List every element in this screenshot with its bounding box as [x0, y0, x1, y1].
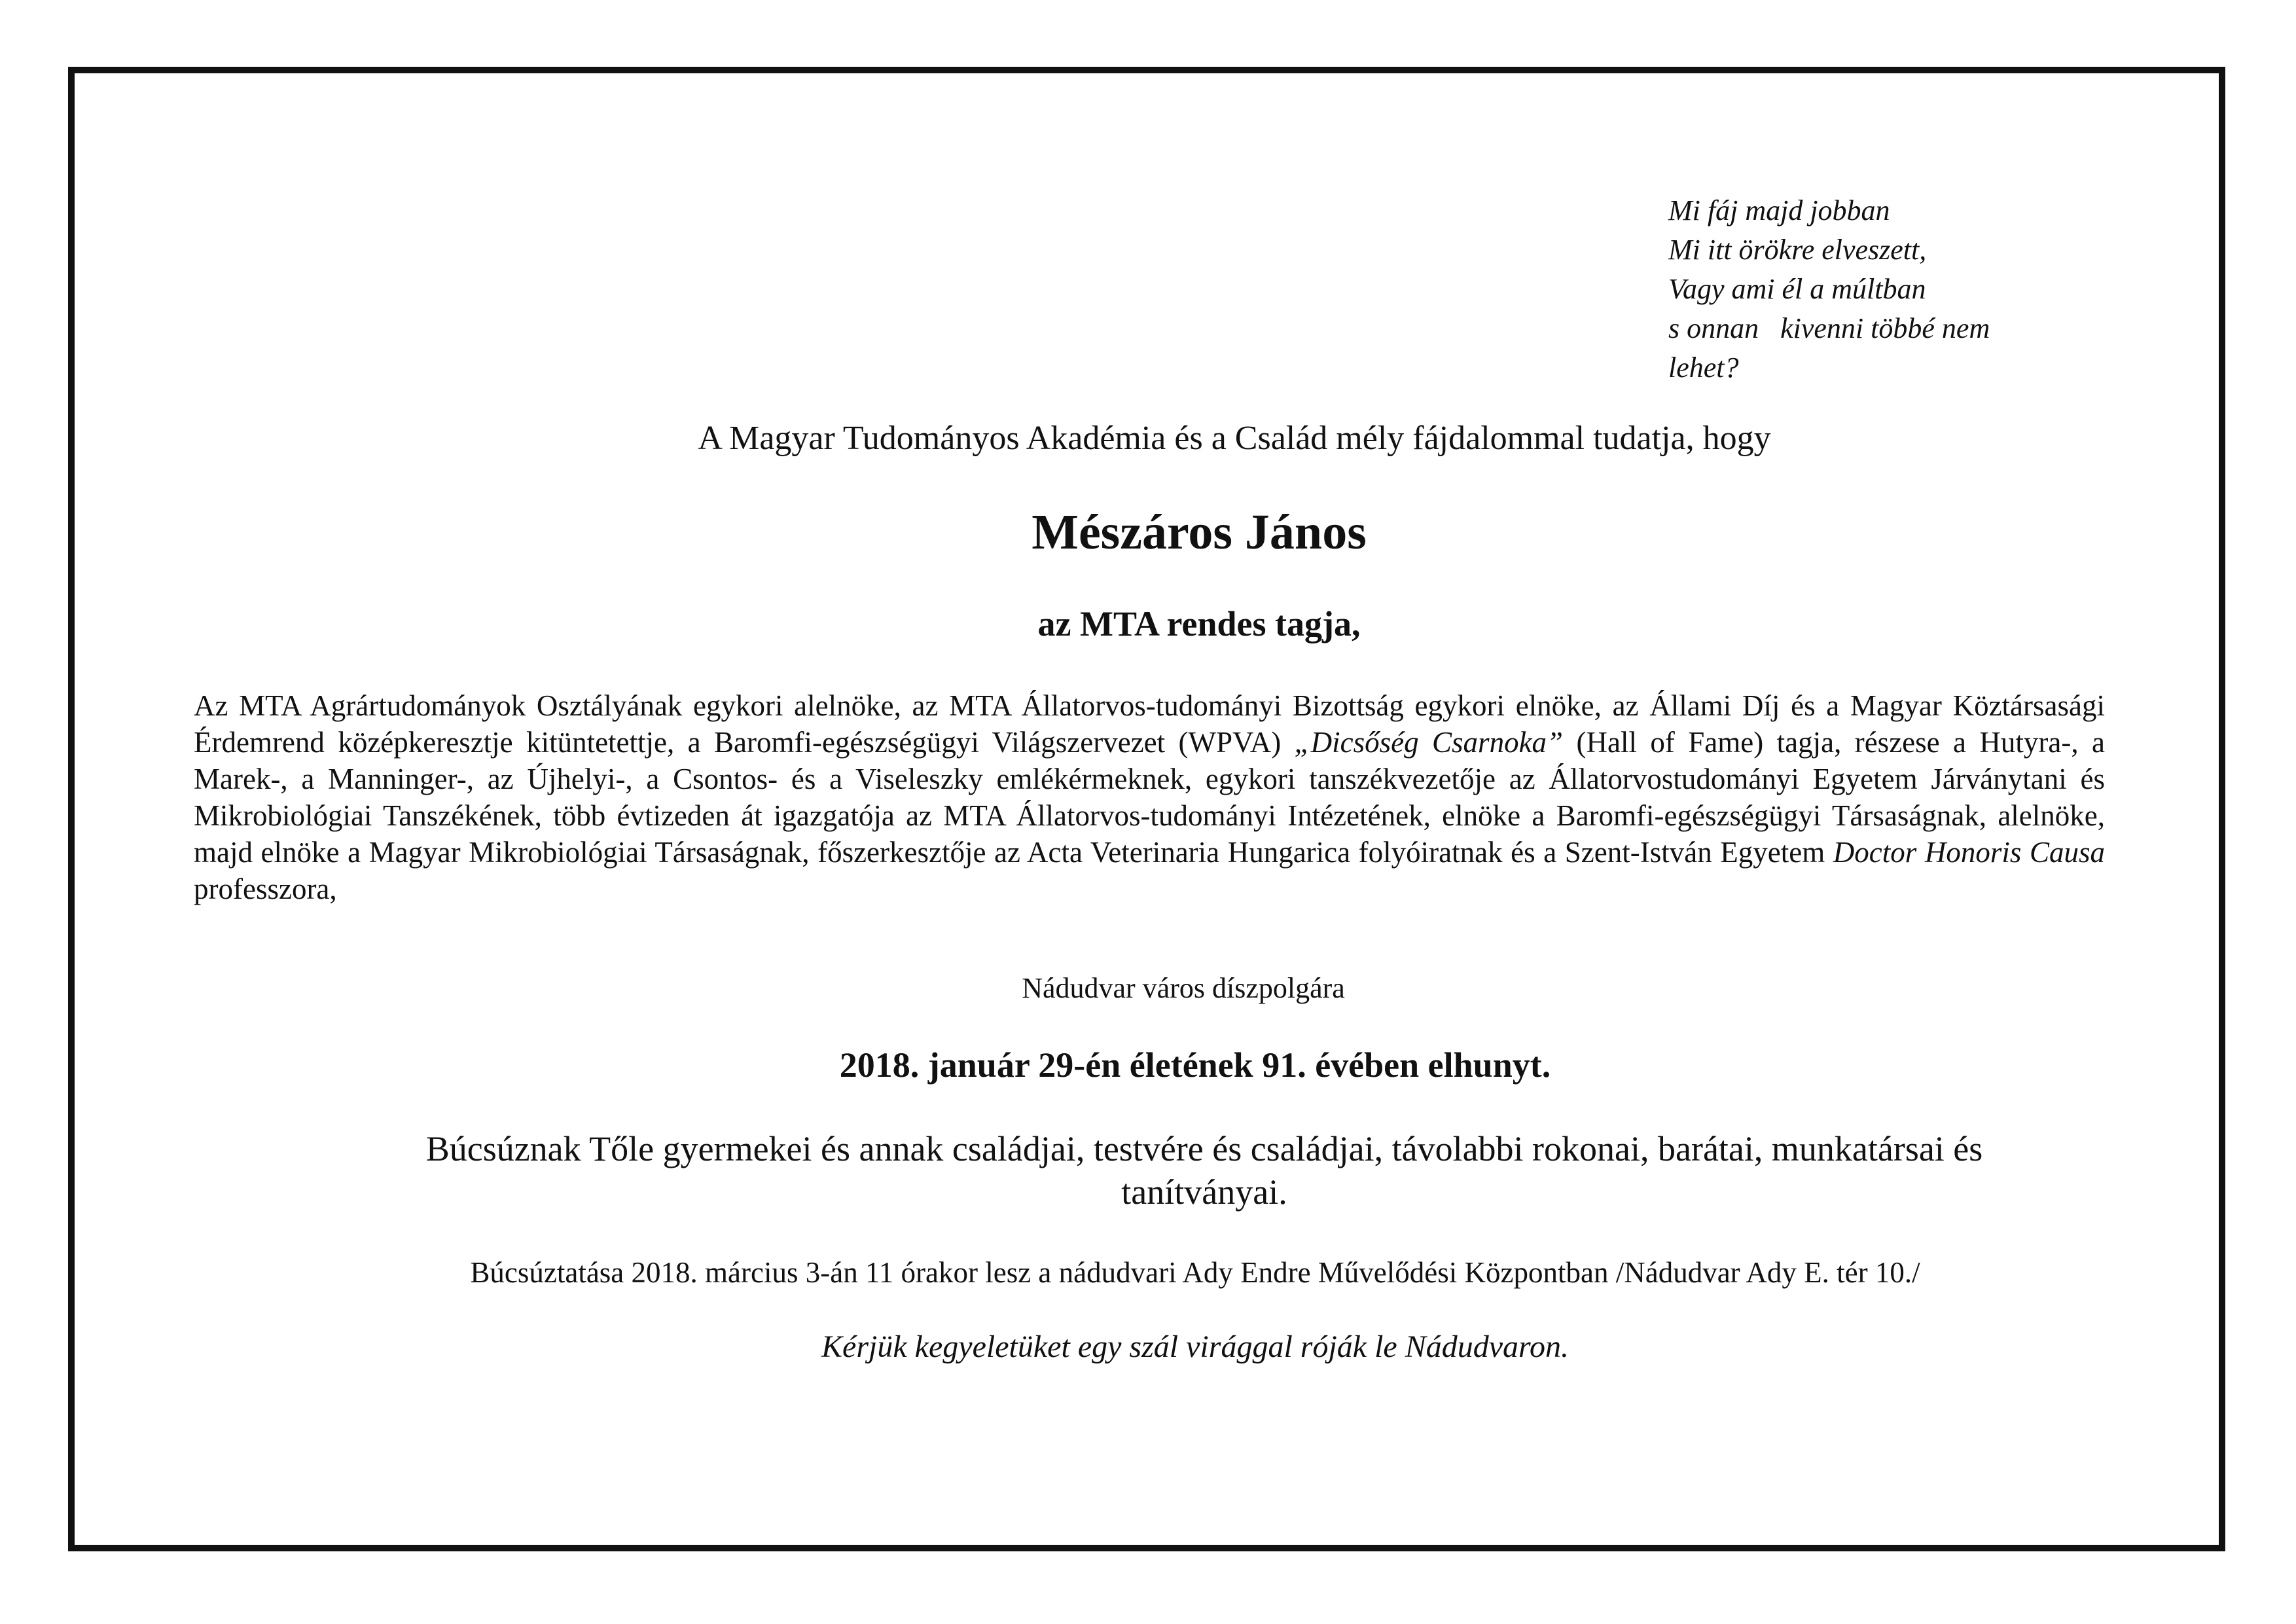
deceased-name: Mészáros János [1031, 505, 1367, 560]
honorary-citizen-line: Nádudvar város díszpolgára [1022, 972, 1345, 1004]
honorary-degree-title: Doctor Honoris Causa [1833, 836, 2105, 869]
poem-line: lehet? [1668, 352, 1739, 384]
biography-text: professzora, [194, 873, 337, 905]
ceremony-details: Búcsúztatása 2018. március 3-án 11 órakor lesz a nádudvari Ady Endre Művelődési Központban /Nádudvar Ady E. tér 10./ [470, 1256, 1920, 1289]
poem-line: Vagy ami él a múltban [1668, 273, 1926, 305]
farewell-text: Búcsúznak Tőle gyermekei és annak családjai, testvére és családjai, távolabbi rokonai, barátai, munkatársai és tanítványai. [425, 1129, 1983, 1212]
death-notice: 2018. január 29-én életének 91. évében elhunyt. [839, 1045, 1551, 1085]
poem-line: Mi fáj majd jobban [1668, 194, 1890, 226]
biography-text: (Hall of Fame) tagja, részese a Hutyra-, a Marek-, a Manninger-, az Újhelyi-, a Csontos- és a Viseleszky emlékérmeknek, egykori tanszékvezetője az Állatorvostudományi Egyetem Járványtani és Mikrobiológiai Tanszékének, több évtizeden át igazgatója az MTA Állatorvos-tudományi Intézetének, elnöke a Baromfi-egészségügyi Társaságnak, alelnöke, majd elnöke a Magyar Mikrobiológiai Társaságnak, főszerkesztője az Acta Veterinaria Hungarica folyóiratnak és a Szent-István Egyetem [194, 726, 2105, 869]
poem-line: Mi itt örökre elveszett, [1668, 234, 1927, 266]
biography-text: Az MTA Agrártudományok Osztályának egykori alelnöke, az MTA Állatorvos-tudományi Bizottság egykori elnöke, az Állami Díj és a Magyar Köztársasági Érdemrend középkeresztje kitüntetettje, a Baromfi-egészségügyi Világszervezet (WPVA) [194, 689, 2105, 759]
biography-paragraph [194, 687, 2105, 907]
poem [1668, 191, 1990, 388]
announcement-intro: A Magyar Tudományos Akadémia és a Család mély fájdalommal tudatja, hogy [698, 420, 1771, 457]
academic-rank: az MTA rendes tagja, [1037, 604, 1361, 643]
hall-of-fame-title: „Dicsőség Csarnoka” [1294, 726, 1564, 759]
flower-request: Kérjük kegyeletüket egy szál virággal róják le Nádudvaron. [821, 1329, 1569, 1364]
poem-line: s onnan kivenni többé nem [1668, 312, 1990, 344]
